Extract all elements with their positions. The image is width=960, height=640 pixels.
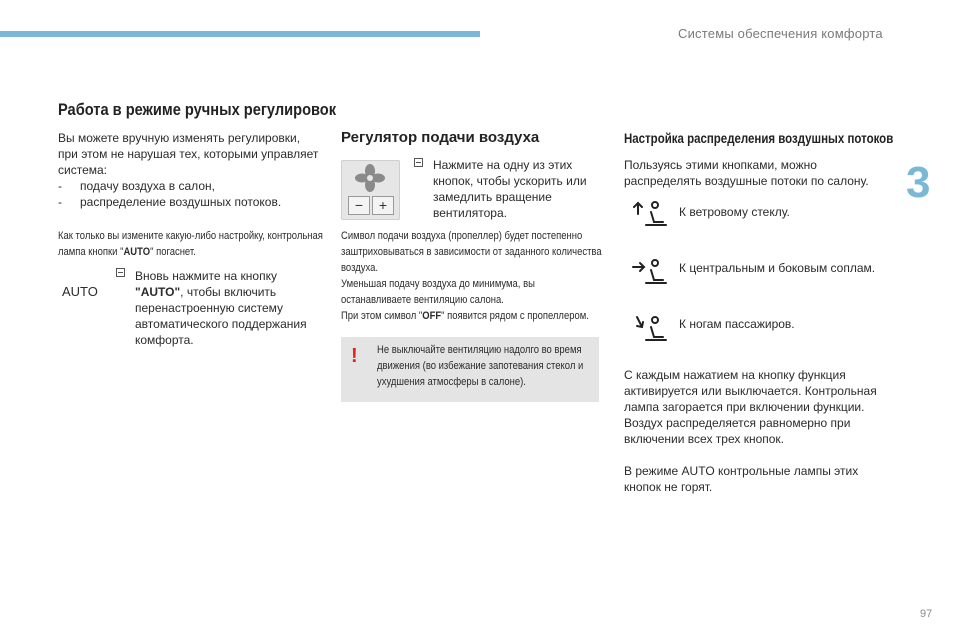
auto-button[interactable]: AUTO [62, 284, 98, 299]
fan-decrease-button[interactable]: − [348, 196, 370, 215]
step-auto-word: "AUTO" [135, 285, 181, 299]
fan-control-panel [341, 160, 400, 220]
fan-step: Нажмите на одну из этих кнопок, чтобы ускорить или замедлить вращение вентилятора. [433, 158, 587, 220]
fan-icon [352, 163, 388, 193]
page-number: 97 [920, 608, 933, 620]
mode-foot-label: К ногам пассажиров. [679, 317, 795, 331]
auto-off-note [58, 228, 325, 260]
left-intro [58, 130, 323, 210]
auto-step [135, 268, 325, 348]
list-item: - подачу воздуха в салон, [58, 178, 323, 194]
fan-note-2: Уменьшая подачу воздуха до минимума, вы останавливаете вентиляцию салона. [341, 278, 535, 306]
bullet-icon [414, 158, 423, 170]
mode-windshield-label: К ветровому стеклу. [679, 205, 790, 219]
note-text-end: " погаснет. [150, 246, 196, 258]
chapter-number: 3 [906, 158, 931, 207]
central-vents-airflow-icon[interactable] [630, 256, 670, 286]
fan-notes [341, 228, 603, 324]
note-auto-word: AUTO [123, 246, 151, 258]
manual-adjust-list [58, 178, 323, 210]
list-item: - распределение воздушных потоков. [58, 194, 323, 210]
fan-increase-button[interactable]: + [372, 196, 394, 215]
note-text: Как только вы измените какую-либо настройку, контрольная лампа кнопки " [58, 230, 323, 258]
bullet-icon [116, 268, 125, 280]
airflow-auto-note: В режиме AUTO контрольные лампы этих кнопок не горят. [624, 464, 859, 494]
fan-note-1: Символ подачи воздуха (пропеллер) будет постепенно заштриховываться в зависимости от заданного количества воздуха. [341, 230, 602, 274]
windshield-airflow-icon[interactable] [630, 198, 670, 228]
airflow-intro: Пользуясь этими кнопками, можно распределять воздушные потоки по салону. [624, 158, 869, 188]
warning-text: Не выключайте вентиляцию надолго во время движения (во избежание запотевания стекол и ухудшения атмосферы в салоне). [377, 344, 584, 388]
mode-central-label: К центральным и боковым соплам. [679, 261, 876, 275]
section-title: Системы обеспечения комфорта [678, 26, 883, 41]
fan-section-title: Регулятор подачи воздуха [341, 129, 540, 146]
page-title: Работа в режиме ручных регулировок [58, 100, 337, 119]
step-text-end: , чтобы включить перенастроенную систему автоматического поддержания комфорта. [135, 285, 307, 347]
airflow-section-title: Настройка распределения воздушных потоков [624, 130, 894, 146]
header-accent-bar [0, 31, 480, 37]
airflow-explanation: С каждым нажатием на кнопку функция активируется или выключается. Контрольная лампа загорается при включении функции. Воздух распределяется равномерно при включении всех трех кнопок. [624, 368, 877, 446]
fan-note-3: При этом символ "OFF" появится рядом с пропеллером. [341, 310, 589, 322]
intro-text: Вы можете вручную изменять регулировки, при этом не нарушая тех, которыми управляет система: [58, 131, 319, 177]
off-word: OFF [422, 310, 442, 322]
step-text: Вновь нажмите на кнопку [135, 269, 277, 283]
warning-icon: ! [351, 345, 358, 367]
warning-box [341, 337, 599, 402]
footwell-airflow-icon[interactable] [630, 313, 670, 343]
